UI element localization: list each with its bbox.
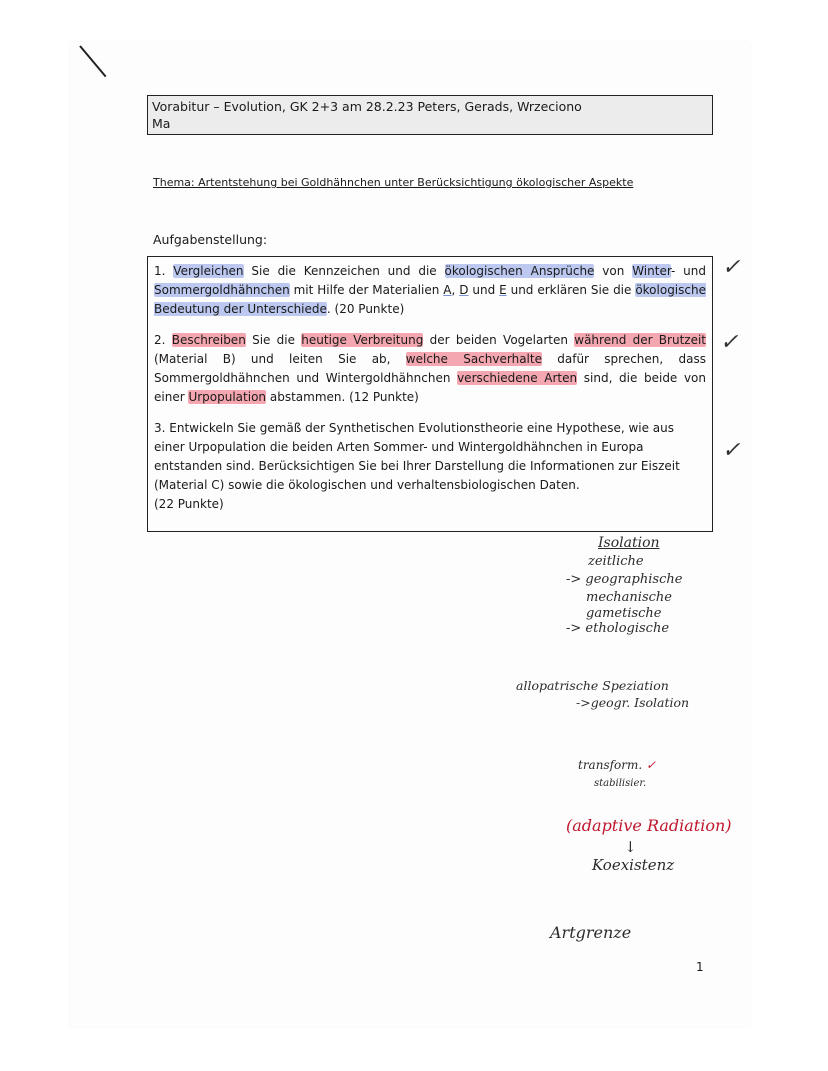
highlight-blue: ökologische Bedeutung der Unterschiede [154,283,706,316]
note-artgrenze: Artgrenze [550,923,632,942]
note-stabilisier: stabilisier. [594,778,647,789]
task-text: (Material B) und leiten Sie ab, [154,352,406,366]
task-text: und erklären Sie die [506,283,636,297]
task-text: 1. [154,264,174,278]
task-2 [154,331,706,407]
task-text: . (20 Punkte) [326,302,405,316]
note-koexistenz: Koexistenz [592,856,675,874]
note-allopatric: allopatrische Speziation [516,678,669,693]
highlight-blue: Winter [632,264,671,278]
underlined-material: E [499,283,507,297]
note-allopatric-sub: ->geogr. Isolation [576,695,690,710]
note-adaptive-radiation: (adaptive Radiation) [566,816,732,835]
underlined-material: D [459,283,469,297]
note-isolation-item: -> ethologische [566,621,670,636]
note-isolation-item: zeitliche [588,554,644,569]
task-text: 2. [154,333,172,347]
task-text: sind, die beide von einer [154,371,706,404]
note-transform-text: transform. [578,758,643,772]
task-text: abstammen. (12 Punkte) [266,390,419,404]
task-3 [154,419,706,514]
task-text: dafür sprechen, dass Sommergoldhähnchen und Wintergoldhähnchen [154,352,706,385]
task-text: Sie die [245,333,302,347]
highlight-red: welche Sachverhalte [405,352,542,366]
highlight-blue: Vergleichen [173,264,244,278]
task-box [147,256,713,532]
highlight-blue: Sommergoldhähnchen [154,283,290,297]
task-text: , [451,283,460,297]
check-mark-1: ✓ [722,255,741,280]
highlight-red: während der Brutzeit [574,333,706,347]
note-isolation-item: mechanische [586,590,672,605]
task-1 [154,262,706,319]
highlight-red: verschiedene Arten [457,371,578,385]
task-text: - und [671,264,707,278]
task-text: Sie die Kennzeichen und die [243,264,445,278]
note-isolation-item: -> geographische [566,572,683,587]
task-text: und [468,283,500,297]
note-arrow-down: ↓ [624,838,637,856]
highlight-red: Beschreiben [171,333,246,347]
check-mark-3: ✓ [722,438,741,463]
note-isolation-item: gametische [586,606,662,621]
aufgaben-label: Aufgabenstellung: [153,232,268,247]
underlined-material: A [443,283,452,297]
task-text: mit Hilfe der Materialien [289,283,444,297]
red-check-mark: ✓ [646,758,657,772]
header-line-2: Ma [152,116,171,131]
highlight-red: heutige Verbreitung [301,333,424,347]
topic-title: Thema: Artentstehung bei Goldhähnchen unter Berücksichtigung ökologischer Aspekte [153,176,634,189]
task-text: von [594,264,633,278]
exam-header [147,95,713,135]
task-text: 3. Entwickeln Sie gemäß der Synthetischen Evolutionstheorie eine Hypothese, wie aus einer Urpopulation die beiden Arten Sommer- und Wintergoldhähnchen in Europa entstanden sind. Berücksichtigen Sie bei Ihrer Darstellung die Informationen zur Eiszeit (Material C) sowie die ökologischen und verhaltensbiologischen Daten. [154,421,680,492]
header-line-1: Vorabitur – Evolution, GK 2+3 am 28.2.23 Peters, Gerads, Wrzeciono [152,99,582,114]
note-isolation-heading: Isolation [598,535,660,551]
task-text: der beiden Vogelarten [423,333,575,347]
highlight-red: Urpopulation [188,390,267,404]
task-points: (22 Punkte) [154,497,224,511]
page-number: 1 [696,960,704,974]
check-mark-2: ✓ [720,330,739,355]
highlight-blue: ökologischen Ansprüche [444,264,595,278]
note-transform [578,758,656,772]
